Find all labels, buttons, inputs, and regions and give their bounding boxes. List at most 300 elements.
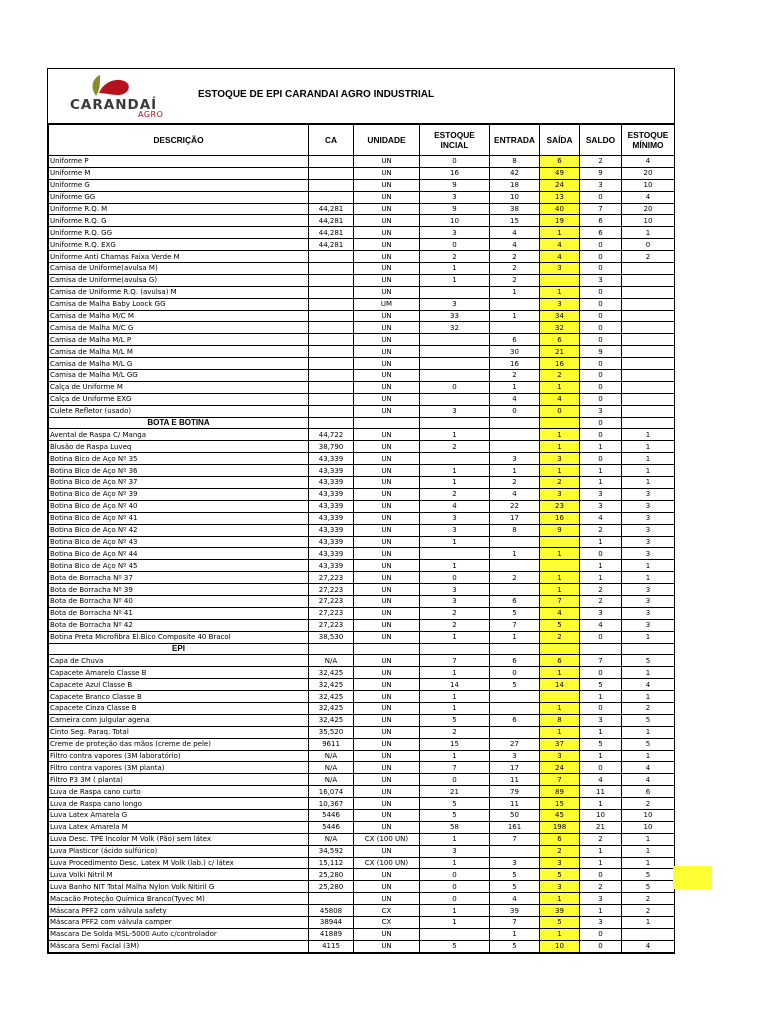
cell-descricao: Camisa de Malha M/C M <box>49 310 309 322</box>
cell-unidade: UN <box>354 881 420 893</box>
cell-descricao: Camisa de Malha M/L M <box>49 346 309 358</box>
cell-unidade: UN <box>354 821 420 833</box>
cell-ca: 25,280 <box>309 881 354 893</box>
cell-saida: 14 <box>540 679 580 691</box>
cell-saldo: 11 <box>580 786 622 798</box>
cell-estoque-minimo: 3 <box>622 512 675 524</box>
cell-estoque-minimo: 2 <box>622 251 675 263</box>
cell-estoque-inicial: 1 <box>420 465 490 477</box>
cell-saida <box>540 417 580 429</box>
cell-estoque-inicial: 0 <box>420 156 490 168</box>
cell-estoque-inicial: 0 <box>420 869 490 881</box>
cell-ca <box>309 167 354 179</box>
cell-estoque-inicial: 21 <box>420 786 490 798</box>
cell-entrada: 5 <box>490 607 540 619</box>
cell-descricao: Camisa de Uniforme(avulsa G) <box>49 274 309 286</box>
cell-descricao: Mascara De Solda MSL-5000 Auto c/controlador <box>49 928 309 940</box>
cell-entrada: 39 <box>490 905 540 917</box>
cell-saida: 8 <box>540 714 580 726</box>
sheet-header <box>48 69 674 124</box>
cell-saldo: 1 <box>580 572 622 584</box>
cell-estoque-inicial: 5 <box>420 940 490 952</box>
cell-estoque-minimo: 1 <box>622 560 675 572</box>
cell-unidade: UN <box>354 691 420 703</box>
table-row <box>49 572 675 584</box>
cell-ca: 5446 <box>309 809 354 821</box>
cell-saida: 6 <box>540 655 580 667</box>
cell-unidade: UN <box>354 322 420 334</box>
cell-estoque-inicial: 5 <box>420 809 490 821</box>
cell-saida: 6 <box>540 334 580 346</box>
cell-saldo: 0 <box>580 358 622 370</box>
cell-ca: 32,425 <box>309 667 354 679</box>
cell-saida <box>540 691 580 703</box>
cell-unidade: CX (100 UN) <box>354 833 420 845</box>
cell-unidade: UN <box>354 536 420 548</box>
cell-unidade: UN <box>354 655 420 667</box>
cell-estoque-inicial <box>420 643 490 655</box>
table-row <box>49 774 675 786</box>
cell-saldo: 4 <box>580 774 622 786</box>
cell-saldo: 0 <box>580 417 622 429</box>
table-row <box>49 691 675 703</box>
cell-estoque-inicial: 0 <box>420 893 490 905</box>
cell-saldo: 7 <box>580 655 622 667</box>
table-row <box>49 548 675 560</box>
cell-saldo: 7 <box>580 203 622 215</box>
table-row <box>49 821 675 833</box>
cell-saldo: 0 <box>580 334 622 346</box>
table-row <box>49 167 675 179</box>
cell-ca <box>309 179 354 191</box>
cell-descricao: Uniforme P <box>49 156 309 168</box>
cell-estoque-inicial: 2 <box>420 619 490 631</box>
cell-estoque-inicial: 1 <box>420 691 490 703</box>
cell-entrada: 42 <box>490 167 540 179</box>
cell-ca <box>309 274 354 286</box>
cell-saida: 89 <box>540 786 580 798</box>
cell-descricao: Filtro contra vapores (3M laboratório) <box>49 750 309 762</box>
cell-ca <box>309 358 354 370</box>
cell-estoque-minimo: 1 <box>622 833 675 845</box>
cell-unidade: UN <box>354 453 420 465</box>
cell-descricao: Calça de Uniforme EXG <box>49 393 309 405</box>
cell-ca: 43,339 <box>309 548 354 560</box>
cell-saldo: 0 <box>580 239 622 251</box>
cell-ca: 44,281 <box>309 215 354 227</box>
cell-estoque-inicial: 7 <box>420 655 490 667</box>
cell-ca: 44,722 <box>309 429 354 441</box>
cell-entrada <box>490 429 540 441</box>
cell-saldo: 0 <box>580 298 622 310</box>
cell-ca: 43,339 <box>309 488 354 500</box>
cell-estoque-inicial: 0 <box>420 774 490 786</box>
cell-estoque-minimo: 4 <box>622 940 675 952</box>
cell-saida: 2 <box>540 845 580 857</box>
cell-estoque-minimo: 1 <box>622 572 675 584</box>
cell-entrada: 50 <box>490 809 540 821</box>
logo-subtext: AGRO <box>138 110 164 119</box>
cell-estoque-minimo: 3 <box>622 595 675 607</box>
cell-estoque-minimo: 6 <box>622 786 675 798</box>
cell-saida: 5 <box>540 869 580 881</box>
table-row <box>49 215 675 227</box>
cell-estoque-minimo <box>622 310 675 322</box>
cell-entrada: 2 <box>490 477 540 489</box>
cell-estoque-minimo: 1 <box>622 441 675 453</box>
cell-ca: 5446 <box>309 821 354 833</box>
cell-unidade: UN <box>354 393 420 405</box>
table-row <box>49 667 675 679</box>
cell-estoque-minimo: 2 <box>622 893 675 905</box>
cell-ca <box>309 156 354 168</box>
cell-entrada: 18 <box>490 179 540 191</box>
cell-estoque-inicial: 3 <box>420 845 490 857</box>
cell-entrada <box>490 322 540 334</box>
cell-ca <box>309 405 354 417</box>
cell-ca: 38,530 <box>309 631 354 643</box>
table-row <box>49 798 675 810</box>
cell-estoque-minimo: 1 <box>622 477 675 489</box>
table-row <box>49 833 675 845</box>
cell-entrada: 10 <box>490 191 540 203</box>
cell-ca: 10,367 <box>309 798 354 810</box>
cell-entrada: 4 <box>490 239 540 251</box>
cell-entrada: 2 <box>490 370 540 382</box>
table-row <box>49 809 675 821</box>
cell-saldo: 0 <box>580 928 622 940</box>
cell-saldo: 5 <box>580 738 622 750</box>
cell-estoque-inicial: 3 <box>420 512 490 524</box>
cell-estoque-inicial <box>420 453 490 465</box>
cell-entrada: 6 <box>490 334 540 346</box>
cell-unidade: CX <box>354 905 420 917</box>
cell-entrada: 7 <box>490 833 540 845</box>
cell-saldo: 0 <box>580 381 622 393</box>
highlighted-cell <box>673 866 712 889</box>
cell-estoque-minimo <box>622 370 675 382</box>
cell-estoque-minimo: 0 <box>622 239 675 251</box>
cell-descricao: Camisa de Malha M/L P <box>49 334 309 346</box>
cell-estoque-minimo: 4 <box>622 762 675 774</box>
cell-entrada: 4 <box>490 393 540 405</box>
cell-unidade: UN <box>354 619 420 631</box>
cell-ca: N/A <box>309 655 354 667</box>
table-row <box>49 191 675 203</box>
cell-saldo: 3 <box>580 714 622 726</box>
cell-descricao: Capacete Amarelo Classe B <box>49 667 309 679</box>
table-row <box>49 905 675 917</box>
cell-saida: 1 <box>540 465 580 477</box>
cell-estoque-minimo <box>622 928 675 940</box>
cell-estoque-inicial: 1 <box>420 750 490 762</box>
table-row <box>49 738 675 750</box>
cell-saida: 13 <box>540 191 580 203</box>
cell-unidade: UM <box>354 298 420 310</box>
table-row <box>49 274 675 286</box>
cell-descricao: Botina Bico de Aço Nº 44 <box>49 548 309 560</box>
cell-descricao: Filtro contra vapores (3M planta) <box>49 762 309 774</box>
cell-ca: N/A <box>309 774 354 786</box>
cell-estoque-inicial: 9 <box>420 179 490 191</box>
cell-estoque-minimo: 1 <box>622 691 675 703</box>
cell-unidade: UN <box>354 263 420 275</box>
cell-estoque-minimo: 3 <box>622 607 675 619</box>
cell-saida: 198 <box>540 821 580 833</box>
cell-saldo: 9 <box>580 346 622 358</box>
cell-ca: 32,425 <box>309 691 354 703</box>
cell-saldo: 3 <box>580 179 622 191</box>
cell-descricao: Luva Latex Amarela M <box>49 821 309 833</box>
cell-estoque-minimo: 1 <box>622 465 675 477</box>
cell-saldo: 0 <box>580 548 622 560</box>
cell-estoque-inicial: 2 <box>420 488 490 500</box>
cell-unidade: UN <box>354 940 420 952</box>
cell-estoque-inicial: 1 <box>420 702 490 714</box>
cell-estoque-minimo <box>622 346 675 358</box>
cell-saldo: 2 <box>580 156 622 168</box>
cell-saldo: 0 <box>580 869 622 881</box>
cell-saldo: 1 <box>580 857 622 869</box>
cell-saida: 9 <box>540 524 580 536</box>
cell-saida: 1 <box>540 548 580 560</box>
cell-ca: 9611 <box>309 738 354 750</box>
cell-estoque-inicial: 3 <box>420 191 490 203</box>
cell-unidade: UN <box>354 572 420 584</box>
cell-estoque-inicial: 3 <box>420 298 490 310</box>
cell-estoque-inicial <box>420 346 490 358</box>
cell-entrada: 7 <box>490 917 540 929</box>
cell-descricao: Capacete Azul Classe B <box>49 679 309 691</box>
cell-estoque-minimo <box>622 334 675 346</box>
cell-entrada: 3 <box>490 750 540 762</box>
cell-entrada: 5 <box>490 881 540 893</box>
cell-unidade <box>354 417 420 429</box>
cell-entrada <box>490 691 540 703</box>
cell-ca: 16,074 <box>309 786 354 798</box>
cell-estoque-minimo: 20 <box>622 167 675 179</box>
cell-estoque-inicial: 1 <box>420 477 490 489</box>
table-row <box>49 488 675 500</box>
cell-descricao: Bota de Borracha Nº 41 <box>49 607 309 619</box>
cell-estoque-inicial: 1 <box>420 917 490 929</box>
cell-saida: 3 <box>540 857 580 869</box>
cell-entrada: 1 <box>490 548 540 560</box>
cell-entrada: 0 <box>490 667 540 679</box>
cell-saida: 15 <box>540 798 580 810</box>
cell-estoque-minimo: 3 <box>622 536 675 548</box>
cell-ca: 27,223 <box>309 572 354 584</box>
cell-saldo: 3 <box>580 500 622 512</box>
cell-unidade: UN <box>354 203 420 215</box>
cell-descricao: Luva de Raspa cano curto <box>49 786 309 798</box>
cell-saida: 6 <box>540 156 580 168</box>
cell-estoque-minimo: 3 <box>622 548 675 560</box>
cell-unidade <box>354 643 420 655</box>
cell-ca: 34,592 <box>309 845 354 857</box>
cell-saldo: 1 <box>580 726 622 738</box>
cell-ca: 43,339 <box>309 560 354 572</box>
cell-descricao: Botina Bico de Aço Nº 41 <box>49 512 309 524</box>
cell-estoque-inicial: 0 <box>420 381 490 393</box>
cell-estoque-inicial: 1 <box>420 857 490 869</box>
cell-saida <box>540 536 580 548</box>
cell-ca <box>309 191 354 203</box>
cell-ca: 44,281 <box>309 227 354 239</box>
cell-descricao: Botina Bico de Aço Nº 36 <box>49 465 309 477</box>
cell-descricao: Uniforme R.Q. G <box>49 215 309 227</box>
cell-estoque-minimo: 3 <box>622 500 675 512</box>
cell-saldo: 6 <box>580 215 622 227</box>
cell-saldo: 6 <box>580 227 622 239</box>
cell-descricao: BOTA E BOTINA <box>49 417 309 429</box>
cell-descricao: Camisa de Malha M/L GG <box>49 370 309 382</box>
cell-descricao: Blusão de Raspa Luveq <box>49 441 309 453</box>
table-row <box>49 251 675 263</box>
cell-saida: 5 <box>540 917 580 929</box>
cell-ca: 43,339 <box>309 512 354 524</box>
cell-ca <box>309 417 354 429</box>
cell-estoque-minimo: 3 <box>622 524 675 536</box>
cell-unidade: UN <box>354 584 420 596</box>
table-row <box>49 310 675 322</box>
cell-estoque-minimo: 3 <box>622 619 675 631</box>
cell-estoque-inicial: 9 <box>420 203 490 215</box>
table-row <box>49 631 675 643</box>
cell-entrada <box>490 584 540 596</box>
cell-descricao: Camisa de Uniforme(avulsa M) <box>49 263 309 275</box>
cell-estoque-inicial: 5 <box>420 798 490 810</box>
cell-entrada: 16 <box>490 358 540 370</box>
table-row <box>49 726 675 738</box>
cell-ca: 44,281 <box>309 239 354 251</box>
cell-saida: 2 <box>540 370 580 382</box>
cell-entrada: 3 <box>490 857 540 869</box>
document-title: ESTOQUE DE EPI CARANDAI AGRO INDUSTRIAL <box>198 89 435 100</box>
cell-estoque-minimo: 1 <box>622 726 675 738</box>
cell-ca: 43,339 <box>309 524 354 536</box>
cell-estoque-minimo: 1 <box>622 227 675 239</box>
cell-estoque-minimo: 4 <box>622 191 675 203</box>
cell-ca <box>309 381 354 393</box>
cell-unidade: UN <box>354 286 420 298</box>
cell-estoque-minimo: 1 <box>622 917 675 929</box>
cell-ca <box>309 346 354 358</box>
cell-saida: 3 <box>540 263 580 275</box>
cell-ca: N/A <box>309 833 354 845</box>
cell-descricao: Uniforme G <box>49 179 309 191</box>
cell-entrada: 6 <box>490 714 540 726</box>
cell-saida: 40 <box>540 203 580 215</box>
cell-ca: 4115 <box>309 940 354 952</box>
cell-saldo: 0 <box>580 453 622 465</box>
cell-unidade: CX <box>354 917 420 929</box>
cell-ca: 43,339 <box>309 453 354 465</box>
cell-estoque-inicial <box>420 370 490 382</box>
table-row <box>49 702 675 714</box>
cell-estoque-minimo <box>622 643 675 655</box>
cell-descricao: Botina Bico de Aço Nº 40 <box>49 500 309 512</box>
cell-estoque-minimo <box>622 381 675 393</box>
cell-unidade: UN <box>354 310 420 322</box>
cell-saldo: 9 <box>580 167 622 179</box>
cell-descricao: Máscara PFF2 com válvula camper <box>49 917 309 929</box>
cell-entrada: 6 <box>490 595 540 607</box>
col-header-unidade: UNIDADE <box>354 125 420 156</box>
cell-saida: 1 <box>540 928 580 940</box>
cell-entrada: 2 <box>490 263 540 275</box>
logo-text: CARANDAÍ <box>70 97 158 113</box>
cell-estoque-minimo: 5 <box>622 738 675 750</box>
cell-saldo: 1 <box>580 905 622 917</box>
cell-unidade: UN <box>354 346 420 358</box>
cell-estoque-minimo: 1 <box>622 631 675 643</box>
cell-entrada: 6 <box>490 655 540 667</box>
cell-unidade: UN <box>354 928 420 940</box>
table-row <box>49 179 675 191</box>
cell-unidade: UN <box>354 512 420 524</box>
cell-unidade: UN <box>354 488 420 500</box>
cell-estoque-inicial: 0 <box>420 239 490 251</box>
cell-descricao: Capacete Branco Classe B <box>49 691 309 703</box>
cell-ca <box>309 263 354 275</box>
section-header-row <box>49 417 675 429</box>
cell-descricao: Bota de Borracha Nº 40 <box>49 595 309 607</box>
cell-saida: 1 <box>540 572 580 584</box>
cell-unidade: UN <box>354 334 420 346</box>
cell-estoque-minimo <box>622 286 675 298</box>
cell-entrada: 2 <box>490 251 540 263</box>
cell-entrada: 4 <box>490 488 540 500</box>
cell-saldo: 5 <box>580 679 622 691</box>
cell-saldo: 2 <box>580 833 622 845</box>
cell-saida: 0 <box>540 405 580 417</box>
cell-saldo: 3 <box>580 274 622 286</box>
cell-descricao: Cinto Seg. Paraq. Total <box>49 726 309 738</box>
cell-estoque-minimo: 2 <box>622 905 675 917</box>
cell-estoque-inicial: 3 <box>420 524 490 536</box>
cell-entrada: 3 <box>490 453 540 465</box>
cell-unidade: UN <box>354 738 420 750</box>
table-row <box>49 453 675 465</box>
cell-estoque-inicial: 3 <box>420 227 490 239</box>
cell-saldo: 2 <box>580 524 622 536</box>
cell-ca: 27,223 <box>309 584 354 596</box>
cell-saldo: 0 <box>580 191 622 203</box>
cell-saida: 3 <box>540 453 580 465</box>
cell-entrada: 17 <box>490 762 540 774</box>
cell-saldo: 1 <box>580 691 622 703</box>
cell-saldo: 1 <box>580 477 622 489</box>
cell-descricao: Calça de Uniforme M <box>49 381 309 393</box>
cell-saldo: 0 <box>580 370 622 382</box>
cell-unidade: UN <box>354 358 420 370</box>
cell-unidade: UN <box>354 667 420 679</box>
cell-saida: 2 <box>540 631 580 643</box>
table-row <box>49 928 675 940</box>
table-row <box>49 679 675 691</box>
cell-ca <box>309 310 354 322</box>
cell-saldo: 21 <box>580 821 622 833</box>
cell-descricao: Botina Bico de Aço Nº 39 <box>49 488 309 500</box>
cell-saida: 39 <box>540 905 580 917</box>
cell-ca: 32,425 <box>309 702 354 714</box>
cell-ca: 27,223 <box>309 619 354 631</box>
table-row <box>49 203 675 215</box>
cell-ca: 45808 <box>309 905 354 917</box>
cell-estoque-inicial: 33 <box>420 310 490 322</box>
cell-entrada: 5 <box>490 679 540 691</box>
